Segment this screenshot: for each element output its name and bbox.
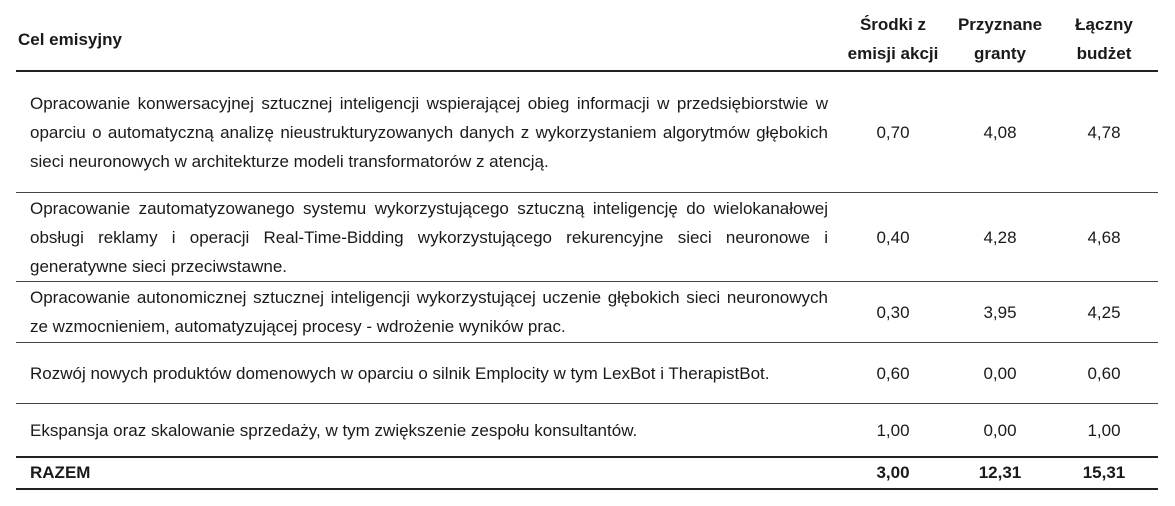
- header-grants-line1: Przyznane: [957, 15, 1043, 34]
- row-grants: 0,00: [983, 420, 1017, 440]
- row-share-funds: 0,70: [836, 71, 950, 193]
- row-grants: 3,95: [950, 282, 1050, 343]
- table-row: [16, 282, 1158, 343]
- totals-grants: 12,31: [950, 457, 1050, 489]
- row-share-funds: 0,30: [836, 282, 950, 343]
- table-header: [16, 8, 1158, 71]
- row-grants: 0,00: [950, 343, 1050, 404]
- totals-total: 15,31: [1050, 457, 1158, 489]
- row-total: 4,78: [1050, 71, 1158, 193]
- header-grants: [950, 8, 1050, 71]
- row-share-funds: 1,00: [876, 420, 910, 440]
- header-share-funds: [836, 8, 950, 71]
- row-goal: Rozwój nowych produktów domenowych w oparciu o silnik Emplocity w tym LexBot i TherapistBot.: [16, 343, 836, 404]
- totals-share-funds: 3,00: [836, 457, 950, 489]
- row-share-funds: 0,60: [836, 343, 950, 404]
- row-goal: Opracowanie zautomatyzowanego systemu wykorzystującego sztuczną inteligencję do wielokanałowej obsługi reklamy i operacji Real-Time-Bidding wykorzystującego rekurencyjne sieci neuronowe i generatywne sieci przeciwstawne.: [16, 193, 836, 282]
- header-total: [1050, 8, 1158, 71]
- header-share-funds-line1: Środki z: [859, 15, 927, 34]
- table-row: [16, 343, 1158, 404]
- row-grants: 4,28: [950, 193, 1050, 282]
- row-grants: 4,08: [950, 71, 1050, 193]
- header-goal: Cel emisyjny: [16, 8, 836, 71]
- row-goal: Opracowanie konwersacyjnej sztucznej inteligencji wspierającej obieg informacji w przedsiębiorstwie w oparciu o automatyczną analizę nieustrukturyzowanych danych z wykorzystaniem algorytmów głębokich sieci neuronowych w architekturze modeli transformatorów z atencją.: [16, 71, 836, 193]
- header-total-line1: Łączny: [1075, 15, 1133, 34]
- row-total: 1,00: [1087, 420, 1121, 440]
- row-total: 4,25: [1050, 282, 1158, 343]
- table-row: [16, 71, 1158, 193]
- row-total: 4,68: [1050, 193, 1158, 282]
- issuance-goals-table: [16, 8, 1158, 490]
- row-goal: Ekspansja oraz skalowanie sprzedaży, w tym zwiększenie zespołu konsultantów.: [30, 420, 638, 440]
- totals-label: RAZEM: [16, 457, 836, 489]
- table-body: [16, 71, 1158, 457]
- table-footer: [16, 457, 1158, 489]
- table-row: [16, 404, 1158, 458]
- row-share-funds: 0,40: [836, 193, 950, 282]
- row-goal: Opracowanie autonomicznej sztucznej inteligencji wykorzystującej uczenie głębokich sieci neuronowych ze wzmocnieniem, automatyzującej procesy - wdrożenie wyników prac.: [16, 282, 836, 343]
- row-total: 0,60: [1050, 343, 1158, 404]
- header-grants-line2: granty: [974, 44, 1026, 63]
- totals-row: [16, 457, 1158, 489]
- table-row: [16, 193, 1158, 282]
- header-share-funds-line2: emisji akcji: [847, 44, 939, 63]
- header-total-line2: budżet: [1076, 44, 1132, 63]
